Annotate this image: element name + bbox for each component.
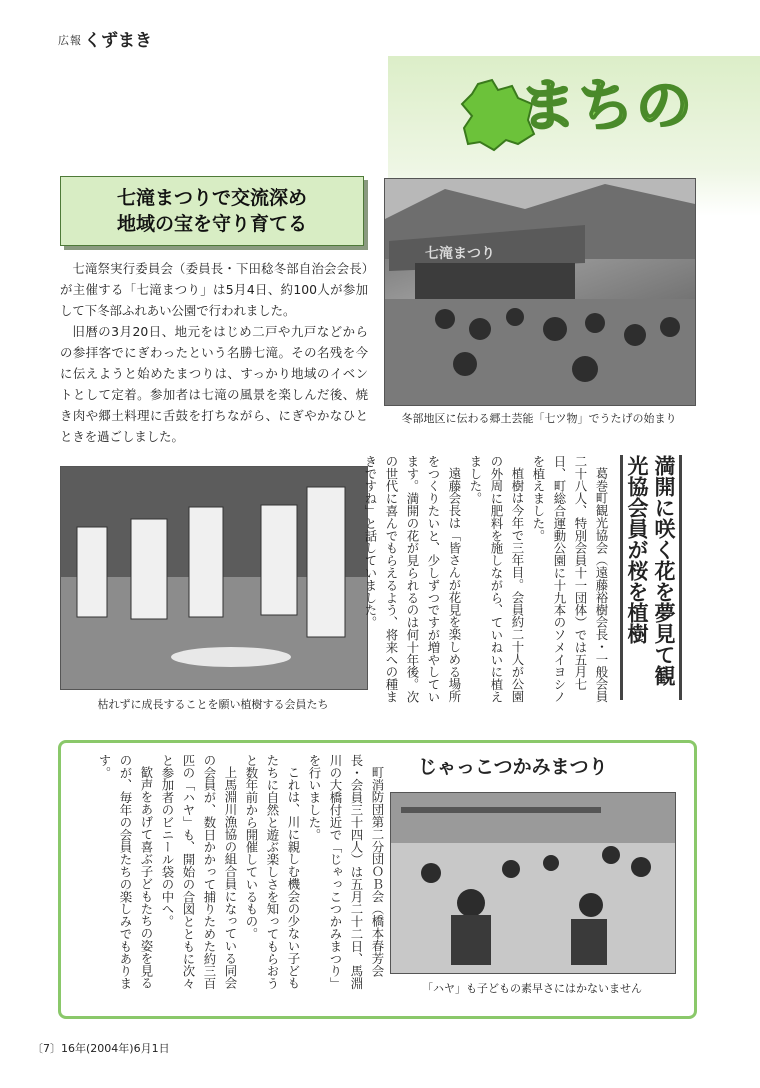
page-footer: 〔7〕16年(2004年)6月1日 xyxy=(32,1042,170,1055)
article1-headline-line2: 地域の宝を守り育てる xyxy=(116,213,307,235)
article3-paragraph: 町消防団第二分団ＯＢ会（橋本春芳会長・会員三十四人）は五月二十二日、馬淵川の大橋付近で「じゃっこつかみまつり」を行いました。 xyxy=(307,754,385,990)
article2-photo-caption: 枯れずに成長することを願い植樹する会員たち xyxy=(97,698,329,711)
article3-body xyxy=(72,754,388,992)
masthead-prefix: 広報 xyxy=(58,34,82,47)
article1-headline-line1: 七滝まつりで交流深め xyxy=(116,187,307,209)
article2-paragraph: 遠藤会長は「皆さんが花見を楽しめる場所をつくりたいと、少しずつですが増やしています。満開の花が見られるのは何十年後。次の世代に喜んでもらえるよう、将来への種まきですね」と話していました。 xyxy=(363,455,462,703)
article1-photo xyxy=(384,178,696,406)
article1-photo-caption: 冬部地区に伝わる郷土芸能「七ツ物」でうたげの始まり xyxy=(401,412,677,425)
masthead-logo: くずまき xyxy=(84,31,152,51)
article3-photo xyxy=(390,792,676,974)
article3-photo-caption: 「ハヤ」も子どもの素早さにはかないません xyxy=(422,982,642,995)
article1-body xyxy=(60,258,368,447)
article2-paragraph: 植樹は今年で三年目。会員約二十人が公園の外周に肥料を施しながら、ていねいに植えました。 xyxy=(468,455,525,703)
article2-headline: 満開に咲く花を夢見て観光協会員が桜を植樹 xyxy=(625,455,676,686)
article2-photo xyxy=(60,466,368,690)
article1-paragraph: 七滝祭実行委員会（委員長・下田稔冬部自治会会長）が主催する「七滝まつり」は5月4日、約100人が参加して下冬部ふれあい公園で行われました。 xyxy=(60,261,368,318)
article2-paragraph: 葛巻町観光協会（遠藤裕樹会長・一般会員二十八人、特別会員十一団体）では五月七日、町総合運動公園に十九本のソメイヨシノを植えました。 xyxy=(531,455,609,703)
article1-paragraph: 旧暦の3月20日、地元をはじめ二戸や九戸などからの参拝客でにぎわったという名勝七滝。その名残を今に伝えようと始めたまつりは、すっかり地域のイベントとして定着。参加者は七滝の風景を楽しんだ後、焼き肉や郷土料理に舌鼓を打ちながら、にぎやかなひとときを過ごしました。 xyxy=(60,324,368,444)
article2-body xyxy=(363,455,612,715)
article1-headline-banner xyxy=(60,176,364,246)
article2-headline-box xyxy=(620,455,682,700)
section-title: まちの xyxy=(520,74,694,139)
article1-photo-sign: 七滝まつり xyxy=(425,246,495,262)
article3-headline: じゃっこつかみまつり xyxy=(418,756,608,778)
article3-paragraph: 歓声をあげて喜ぶ子どもたちの姿を見るのが、毎年の会員たちの楽しみでもあります。 xyxy=(97,754,154,990)
article3-paragraph: 上馬淵川漁協の組合員になっている同会の会員が、数日かかって捕りためた約三百匹の「ハヤ」も、開始の合図とともに次々と参加者のビニール袋の中へ。 xyxy=(160,754,238,990)
article3-paragraph: これは、川に親しむ機会の少ない子どもたちに自然と遊ぶ楽しさを知ってもらおうと数年前から開催しているもの。 xyxy=(244,754,301,990)
